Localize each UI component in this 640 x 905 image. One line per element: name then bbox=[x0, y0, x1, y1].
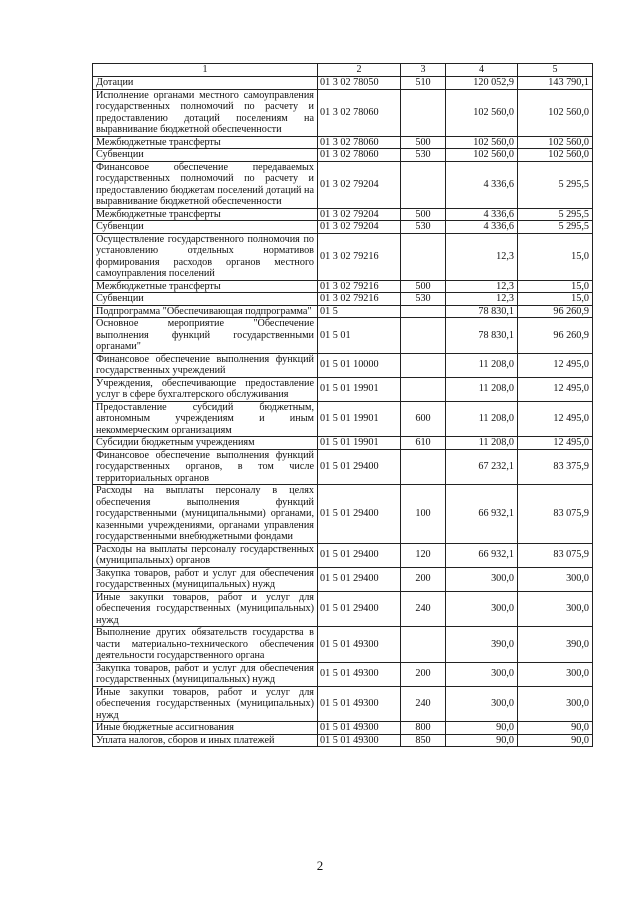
header-col-1: 1 bbox=[93, 64, 318, 77]
row-value-col4: 300,0 bbox=[446, 567, 518, 591]
row-value-col4: 120 052,9 bbox=[446, 77, 518, 90]
table-row bbox=[93, 233, 593, 280]
row-code: 01 3 02 78060 bbox=[318, 89, 401, 136]
row-type bbox=[401, 161, 446, 208]
table-row bbox=[93, 280, 593, 293]
row-name: Межбюджетные трансферты bbox=[93, 136, 318, 149]
row-type: 240 bbox=[401, 686, 446, 722]
row-name: Финансовое обеспечение выполнения функций государственных учреждений bbox=[93, 353, 318, 377]
row-code: 01 5 01 49300 bbox=[318, 627, 401, 663]
row-name: Закупка товаров, работ и услуг для обеспечения государственных (муниципальных) нужд bbox=[93, 662, 318, 686]
row-code: 01 5 01 49300 bbox=[318, 722, 401, 735]
table-body bbox=[93, 77, 593, 747]
table-row bbox=[93, 567, 593, 591]
row-value-col5: 102 560,0 bbox=[518, 136, 593, 149]
row-name: Субвенции bbox=[93, 149, 318, 162]
page-number: 2 bbox=[316, 858, 324, 873]
row-code: 01 5 01 19901 bbox=[318, 377, 401, 401]
row-value-col4: 102 560,0 bbox=[446, 89, 518, 136]
row-value-col4: 78 830,1 bbox=[446, 305, 518, 318]
table-row bbox=[93, 77, 593, 90]
row-code: 01 5 01 49300 bbox=[318, 734, 401, 747]
row-name: Выполнение других обязательств государства в части материально-технического обеспечения деятельности государственного органа bbox=[93, 627, 318, 663]
row-value-col5: 83 075,9 bbox=[518, 485, 593, 544]
row-value-col5: 5 295,5 bbox=[518, 208, 593, 221]
row-type: 800 bbox=[401, 722, 446, 735]
row-name: Предоставление субсидий бюджетным, автономным учреждениям и иным некоммерческим организациям bbox=[93, 401, 318, 437]
table-row bbox=[93, 627, 593, 663]
row-code: 01 5 01 19901 bbox=[318, 401, 401, 437]
table-row bbox=[93, 722, 593, 735]
row-value-col4: 12,3 bbox=[446, 293, 518, 306]
header-col-3: 3 bbox=[401, 64, 446, 77]
table-row bbox=[93, 662, 593, 686]
row-type: 120 bbox=[401, 543, 446, 567]
row-name: Субсидии бюджетным учреждениям bbox=[93, 437, 318, 450]
header-col-5: 5 bbox=[518, 64, 593, 77]
table-row bbox=[93, 437, 593, 450]
row-type bbox=[401, 627, 446, 663]
row-code: 01 3 02 79204 bbox=[318, 221, 401, 234]
row-code: 01 5 01 29400 bbox=[318, 449, 401, 485]
table-row bbox=[93, 208, 593, 221]
row-name: Расходы на выплаты персоналу в целях обеспечения выполнения функций государственными (муниципальными) органами, казенными учреждениями, органами управления государственными внебюджетными фондами bbox=[93, 485, 318, 544]
row-name: Иные бюджетные ассигнования bbox=[93, 722, 318, 735]
row-code: 01 5 01 bbox=[318, 318, 401, 354]
row-code: 01 5 01 29400 bbox=[318, 485, 401, 544]
row-value-col4: 11 208,0 bbox=[446, 353, 518, 377]
row-value-col4: 66 932,1 bbox=[446, 485, 518, 544]
row-name: Уплата налогов, сборов и иных платежей bbox=[93, 734, 318, 747]
row-type: 530 bbox=[401, 221, 446, 234]
row-value-col4: 78 830,1 bbox=[446, 318, 518, 354]
row-value-col5: 96 260,9 bbox=[518, 305, 593, 318]
row-name: Иные закупки товаров, работ и услуг для обеспечения государственных (муниципальных) нужд bbox=[93, 591, 318, 627]
table-row bbox=[93, 293, 593, 306]
table-row bbox=[93, 485, 593, 544]
row-value-col4: 12,3 bbox=[446, 280, 518, 293]
row-name: Субвенции bbox=[93, 293, 318, 306]
row-name: Субвенции bbox=[93, 221, 318, 234]
row-value-col5: 12 495,0 bbox=[518, 353, 593, 377]
row-value-col4: 4 336,6 bbox=[446, 221, 518, 234]
header-col-4: 4 bbox=[446, 64, 518, 77]
row-type bbox=[401, 305, 446, 318]
row-name: Межбюджетные трансферты bbox=[93, 208, 318, 221]
row-type bbox=[401, 353, 446, 377]
row-code: 01 5 01 10000 bbox=[318, 353, 401, 377]
row-value-col5: 102 560,0 bbox=[518, 89, 593, 136]
row-value-col5: 300,0 bbox=[518, 662, 593, 686]
row-value-col5: 12 495,0 bbox=[518, 401, 593, 437]
row-type: 200 bbox=[401, 567, 446, 591]
row-value-col4: 11 208,0 bbox=[446, 437, 518, 450]
row-value-col5: 15,0 bbox=[518, 293, 593, 306]
row-value-col5: 390,0 bbox=[518, 627, 593, 663]
row-value-col5: 15,0 bbox=[518, 233, 593, 280]
row-name: Учреждения, обеспечивающие предоставление услуг в сфере бухгалтерского обслуживания bbox=[93, 377, 318, 401]
row-code: 01 5 01 29400 bbox=[318, 591, 401, 627]
row-code: 01 3 02 78060 bbox=[318, 136, 401, 149]
row-value-col4: 102 560,0 bbox=[446, 136, 518, 149]
row-type: 530 bbox=[401, 149, 446, 162]
row-value-col5: 300,0 bbox=[518, 686, 593, 722]
table-row bbox=[93, 305, 593, 318]
row-code: 01 5 01 29400 bbox=[318, 567, 401, 591]
row-type bbox=[401, 449, 446, 485]
row-code: 01 3 02 79216 bbox=[318, 280, 401, 293]
row-code: 01 5 01 49300 bbox=[318, 662, 401, 686]
row-code: 01 5 01 49300 bbox=[318, 686, 401, 722]
table-row bbox=[93, 401, 593, 437]
row-name: Основное мероприятие "Обеспечение выполнения функций государственными органами" bbox=[93, 318, 318, 354]
row-name: Межбюджетные трансферты bbox=[93, 280, 318, 293]
row-type: 600 bbox=[401, 401, 446, 437]
header-col-2: 2 bbox=[318, 64, 401, 77]
table-row bbox=[93, 161, 593, 208]
row-name: Финансовое обеспечение выполнения функций государственных органов, в том числе территориальных органов bbox=[93, 449, 318, 485]
row-name: Дотации bbox=[93, 77, 318, 90]
budget-table bbox=[92, 63, 593, 747]
table-row bbox=[93, 89, 593, 136]
row-code: 01 5 bbox=[318, 305, 401, 318]
table-row bbox=[93, 136, 593, 149]
row-value-col5: 12 495,0 bbox=[518, 437, 593, 450]
row-value-col5: 90,0 bbox=[518, 722, 593, 735]
row-code: 01 3 02 79216 bbox=[318, 233, 401, 280]
row-code: 01 3 02 78060 bbox=[318, 149, 401, 162]
row-value-col5: 5 295,5 bbox=[518, 221, 593, 234]
row-code: 01 5 01 19901 bbox=[318, 437, 401, 450]
row-name: Исполнение органами местного самоуправления государственных полномочий по расчету и предоставлению дотаций поселениям на выравнивание бюджетной обеспеченности bbox=[93, 89, 318, 136]
row-code: 01 3 02 79204 bbox=[318, 161, 401, 208]
row-code: 01 3 02 79216 bbox=[318, 293, 401, 306]
row-type bbox=[401, 318, 446, 354]
row-value-col4: 102 560,0 bbox=[446, 149, 518, 162]
row-type: 500 bbox=[401, 208, 446, 221]
row-type: 510 bbox=[401, 77, 446, 90]
row-name: Закупка товаров, работ и услуг для обеспечения государственных (муниципальных) нужд bbox=[93, 567, 318, 591]
row-value-col4: 12,3 bbox=[446, 233, 518, 280]
row-value-col4: 90,0 bbox=[446, 722, 518, 735]
row-type: 850 bbox=[401, 734, 446, 747]
row-value-col4: 390,0 bbox=[446, 627, 518, 663]
row-value-col4: 4 336,6 bbox=[446, 161, 518, 208]
table-row bbox=[93, 543, 593, 567]
row-value-col5: 90,0 bbox=[518, 734, 593, 747]
table-row bbox=[93, 221, 593, 234]
row-value-col4: 11 208,0 bbox=[446, 377, 518, 401]
row-type: 500 bbox=[401, 136, 446, 149]
row-type bbox=[401, 233, 446, 280]
row-type: 530 bbox=[401, 293, 446, 306]
row-value-col4: 300,0 bbox=[446, 686, 518, 722]
row-name: Подпрограмма "Обеспечивающая подпрограмма" bbox=[93, 305, 318, 318]
row-type bbox=[401, 377, 446, 401]
row-value-col4: 4 336,6 bbox=[446, 208, 518, 221]
row-value-col5: 102 560,0 bbox=[518, 149, 593, 162]
row-code: 01 3 02 78050 bbox=[318, 77, 401, 90]
table-row bbox=[93, 377, 593, 401]
row-value-col5: 83 075,9 bbox=[518, 543, 593, 567]
row-type: 500 bbox=[401, 280, 446, 293]
table-row bbox=[93, 449, 593, 485]
row-type bbox=[401, 89, 446, 136]
row-value-col5: 300,0 bbox=[518, 567, 593, 591]
row-type: 100 bbox=[401, 485, 446, 544]
table-row bbox=[93, 591, 593, 627]
row-name: Осуществление государственного полномочия по установлению отдельных нормативов формирования расходов органов местного самоуправления поселений bbox=[93, 233, 318, 280]
row-value-col5: 143 790,1 bbox=[518, 77, 593, 90]
row-value-col5: 15,0 bbox=[518, 280, 593, 293]
table-header bbox=[93, 64, 593, 77]
row-value-col4: 66 932,1 bbox=[446, 543, 518, 567]
table-row bbox=[93, 353, 593, 377]
row-code: 01 3 02 79204 bbox=[318, 208, 401, 221]
row-code: 01 5 01 29400 bbox=[318, 543, 401, 567]
table-row bbox=[93, 686, 593, 722]
row-value-col5: 300,0 bbox=[518, 591, 593, 627]
row-value-col4: 67 232,1 bbox=[446, 449, 518, 485]
row-value-col5: 96 260,9 bbox=[518, 318, 593, 354]
row-value-col5: 83 375,9 bbox=[518, 449, 593, 485]
row-value-col4: 300,0 bbox=[446, 662, 518, 686]
row-value-col4: 11 208,0 bbox=[446, 401, 518, 437]
row-name: Расходы на выплаты персоналу государственных (муниципальных) органов bbox=[93, 543, 318, 567]
row-value-col4: 300,0 bbox=[446, 591, 518, 627]
row-type: 610 bbox=[401, 437, 446, 450]
table-row bbox=[93, 734, 593, 747]
row-type: 200 bbox=[401, 662, 446, 686]
table-row bbox=[93, 318, 593, 354]
header-row bbox=[93, 64, 593, 77]
table-row bbox=[93, 149, 593, 162]
budget-table-container bbox=[92, 63, 592, 747]
row-value-col4: 90,0 bbox=[446, 734, 518, 747]
row-type: 240 bbox=[401, 591, 446, 627]
row-value-col5: 5 295,5 bbox=[518, 161, 593, 208]
row-name: Финансовое обеспечение передаваемых государственных полномочий по расчету и предоставлению бюджетам поселений дотаций на выравнивание бюджетной обеспеченности bbox=[93, 161, 318, 208]
row-name: Иные закупки товаров, работ и услуг для обеспечения государственных (муниципальных) нужд bbox=[93, 686, 318, 722]
row-value-col5: 12 495,0 bbox=[518, 377, 593, 401]
